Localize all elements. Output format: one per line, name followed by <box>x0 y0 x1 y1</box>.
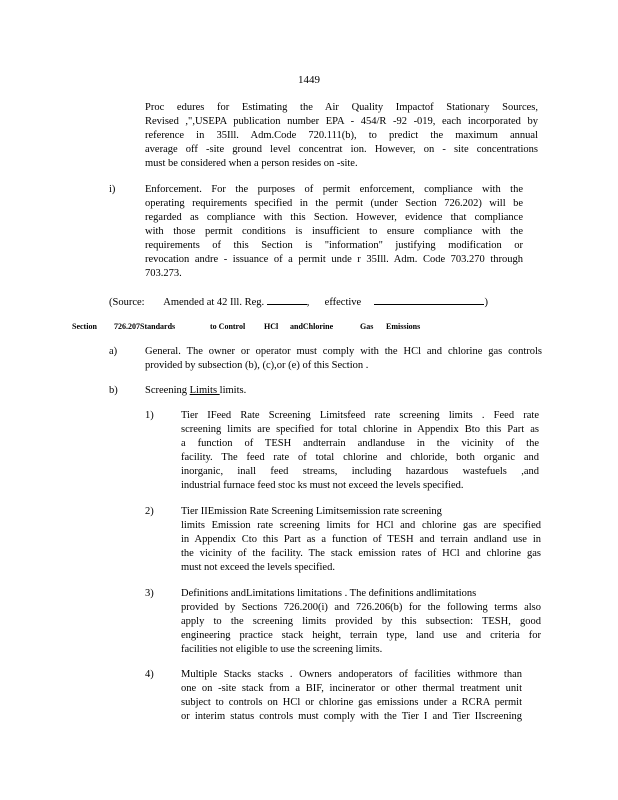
sub-item-1-paragraph <box>181 409 539 493</box>
sub-item-3-label: 3) <box>145 588 154 599</box>
item-i-line: requirements of this Section is "information" justifying modification or <box>145 240 523 251</box>
intro-line: reference in 35Ill. Adm.Code 720.111(b), to predict the maximum annual <box>145 130 538 141</box>
effective-text: effective <box>324 297 362 308</box>
page-number: 1449 <box>298 74 320 86</box>
item-b-inserted: Limits <box>189 385 220 396</box>
heading-word: to Control <box>210 322 246 331</box>
item-i-line: 703.273. <box>145 268 182 279</box>
item-a-line: General. The owner or operator must comply with the HCl and chlorine gas controls <box>145 346 542 357</box>
heading-word: Gas <box>360 322 374 331</box>
sub-item-line: screening limits are specified for total chlorine in Appendix Bto this Part as <box>181 424 539 435</box>
sub-item-4-label: 4) <box>145 669 154 680</box>
sub-item-line: provided by Sections 726.200(i) and 726.206(b) for the following terms also <box>181 602 541 613</box>
sub-item-line: apply to the screening limits provided by this subsection: TESH, good <box>181 616 541 627</box>
item-a-label: a) <box>109 346 118 357</box>
sub-item-2-paragraph <box>181 505 541 575</box>
heading-word: HCl <box>264 322 279 331</box>
intro-line: must be considered when a person resides on -site. <box>145 158 358 169</box>
sub-item-2-label: 2) <box>145 506 154 517</box>
sub-item-line: the vicinity of the facility. The stack emission rates of HCl and chlorine gas <box>181 548 541 559</box>
sub-item-line: Multiple Stacks stacks . Owners andoperators of facilities withmore than <box>181 669 522 680</box>
item-b-prefix: Screening <box>145 385 190 396</box>
intro-line: average off -site ground level concentrat ion. However, on - site concentrations <box>145 144 538 155</box>
intro-line: Revised ,",USEPA publication number EPA - 454/R -92 -019, each incorporated by <box>145 116 538 127</box>
sub-item-3-paragraph <box>181 587 541 657</box>
sub-item-line: facilities not eligible to use the screening limits. <box>181 644 383 655</box>
item-i-line: revocation andre - issuance of a permit unde r 35Ill. Adm. Code 703.270 through <box>145 254 523 265</box>
item-b-heading <box>145 384 246 398</box>
item-b-suffix: limits. <box>219 385 247 396</box>
item-i-label: i) <box>109 184 116 195</box>
sub-item-4-paragraph <box>181 668 522 724</box>
sub-item-line: industrial furnace feed stoc ks must not exceed the levels specified. <box>181 480 464 491</box>
amended-text: Amended at 42 Ill. Reg. <box>163 297 265 308</box>
intro-paragraph <box>145 101 538 171</box>
sub-item-line: limits Emission rate screening limits for HCl and chlorine gas are specified <box>181 520 541 531</box>
sub-item-line: in Appendix Cto this Part as a function of TESH and terrain andland use in <box>181 534 541 545</box>
item-a-paragraph <box>145 345 542 373</box>
item-b-label: b) <box>109 385 118 396</box>
effective-date-blank <box>374 293 484 305</box>
sub-item-line: must not exceed the levels specified. <box>181 562 335 573</box>
sub-item-line: a function of TESH andterrain andlanduse in the vicinity of the <box>181 438 539 449</box>
item-i-line: with those permit conditions is insufficient to ensure compliance with the <box>145 226 523 237</box>
sub-item-1-label: 1) <box>145 410 154 421</box>
heading-word: Emissions <box>386 322 421 331</box>
source-line <box>109 293 488 310</box>
source-label: (Source: <box>109 297 145 308</box>
section-heading <box>72 320 420 334</box>
source-comma: , <box>306 297 310 308</box>
sub-item-line: Definitions andLimitations limitations . The definitions andlimitations <box>181 588 477 599</box>
section-number: 726.207Standards <box>114 322 176 331</box>
sub-item-line: subject to controls on HCl or chlorine gas emissions under a RCRA permit <box>181 697 522 708</box>
item-a-line: provided by subsection (b), (c),or (e) of this Section . <box>145 360 369 371</box>
item-i-line: operating requirements specified in the permit (under Section 726.202) will be <box>145 198 523 209</box>
item-i-paragraph <box>145 183 523 281</box>
sub-item-line: inorganic, inall feed streams, including hazardous wastefuels ,and <box>181 466 539 477</box>
sub-item-line: Tier IFeed Rate Screening Limitsfeed rate screening limits . Feed rate <box>181 410 539 421</box>
register-blank <box>267 293 307 305</box>
item-i-line: Enforcement. For the purposes of permit enforcement, compliance with the <box>145 184 523 195</box>
intro-line: Proc edures for Estimating the Air Quality Impactof Stationary Sources, <box>145 102 538 113</box>
source-close: ) <box>484 297 488 308</box>
sub-item-line: facility. The feed rate of total chlorine and chloride, both organic and <box>181 452 539 463</box>
item-i-line: regarded as compliance with this Section. However, evidence that compliance <box>145 212 523 223</box>
heading-word: andChlorine <box>290 322 334 331</box>
sub-item-line: Tier IIEmission Rate Screening Limitsemission rate screening <box>181 506 442 517</box>
sub-item-line: engineering practice stack height, terrain type, land use and criteria for <box>181 630 541 641</box>
sub-item-line: one on -site stack from a BIF, incinerator or other thermal treatment unit <box>181 683 522 694</box>
sub-item-line: or interim status controls must comply with the Tier I and Tier IIscreening <box>181 711 522 722</box>
section-label: Section <box>72 322 97 331</box>
